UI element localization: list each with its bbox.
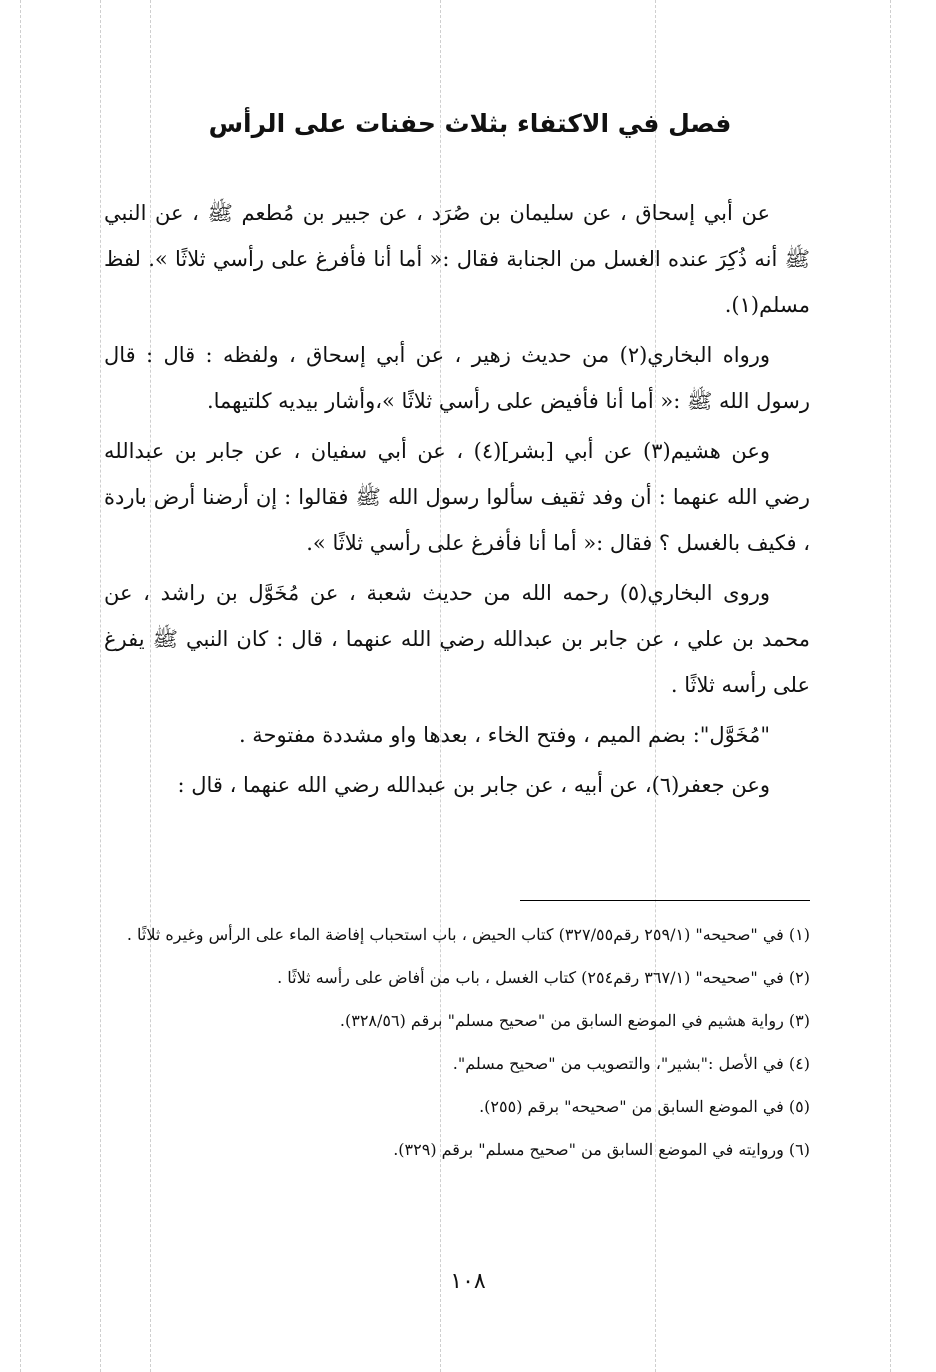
footnote: (٤) في الأصل :"بشير"، والتصويب من "صحيح مسلم". — [452, 1054, 810, 1073]
paragraph: "مُخَوَّل": بضم الميم ، وفتح الخاء ، بعدها واو مشددة مفتوحة . — [238, 723, 770, 747]
paragraph: ورواه البخاري(٢) من حديث زهير ، عن أبي إسحاق ، ولفظه : قال : قال رسول الله ﷺ :« أما أنا فأفيض على رأسي ثلاثًا »،وأشار بيديه كلتيهما. — [104, 343, 810, 413]
guide-line — [890, 0, 891, 1372]
footnote-divider — [520, 900, 810, 901]
footnote: (١) في "صحيحه" (٢٥٩/١ رقم٣٢٧/٥٥) كتاب الحيض ، باب استحباب إفاضة الماء على الرأس وغيره ثلاثًا . — [126, 925, 810, 944]
paragraph: وروى البخاري(٥) رحمه الله من حديث شعبة ، عن مُخَوَّل بن راشد ، عن محمد بن علي ، عن جابر بن عبدالله رضي الله عنهما ، قال : كان النبي ﷺ يفرغ على رأسه ثلاثًا . — [104, 581, 810, 697]
page-number: ١٠٨ — [450, 1269, 486, 1294]
paragraph: وعن جعفر(٦)، عن أبيه ، عن جابر بن عبدالله رضي الله عنهما ، قال : — [177, 773, 770, 797]
footnote: (٣) رواية هشيم في الموضع السابق من "صحيح مسلم" برقم (٣٢٨/٥٦). — [339, 1011, 810, 1030]
chapter-title: فصل في الاكتفاء بثلاث حفنات على الرأس — [208, 108, 732, 138]
footnotes — [104, 918, 810, 1176]
footnote: (٥) في الموضع السابق من "صحيحه" برقم (٢٥٥). — [479, 1097, 810, 1116]
footnote: (٦) وروايته في الموضع السابق من "صحيح مسلم" برقم (٣٢٩). — [393, 1140, 810, 1159]
guide-line — [20, 0, 21, 1372]
body-text — [104, 190, 810, 812]
paragraph: وعن هشيم(٣) عن أبي [بشر](٤) ، عن أبي سفيان ، عن جابر بن عبدالله رضي الله عنهما : أن وفد ثقيف سألوا رسول الله ﷺ فقالوا : إن أرضنا أرض باردة ، فكيف بالغسل ؟ فقال :« أما أنا فأفرغ على رأسي ثلاثًا ». — [104, 439, 810, 555]
guide-line — [100, 0, 101, 1372]
paragraph: عن أبي إسحاق ، عن سليمان بن صُرَد ، عن جبير بن مُطعم ﷺ ، عن النبي ﷺ أنه ذُكِرَ عنده الغسل من الجنابة فقال :« أما أنا فأفرغ على رأسي ثلاثًا ». لفظ مسلم(١). — [104, 201, 810, 317]
footnote: (٢) في "صحيحه" (٣٦٧/١ رقم٢٥٤) كتاب الغسل ، باب من أفاض على رأسه ثلاثًا . — [277, 968, 810, 987]
